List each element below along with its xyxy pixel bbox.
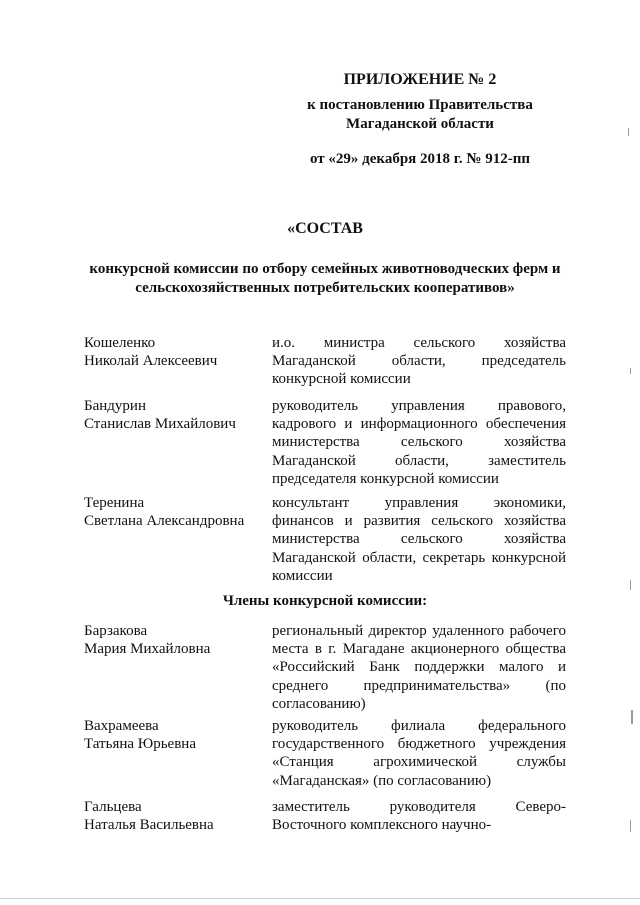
person-given-names: Станислав Михайлович <box>84 416 236 433</box>
person-name <box>84 622 264 658</box>
person-given-names: Николай Алексеевич <box>84 353 218 370</box>
scan-artifact <box>630 820 631 832</box>
scan-artifact <box>630 368 631 374</box>
person-given-names: Мария Михайловна <box>84 641 211 658</box>
person-name <box>84 717 264 753</box>
document-subtitle-line-1: конкурсной комиссии по отбору семейных животноводческих ферм и <box>89 261 561 277</box>
appendix-title: ПРИЛОЖЕНИЕ № 2 <box>343 71 497 88</box>
scan-edge-line <box>0 898 640 899</box>
document-title: «СОСТАВ <box>287 220 363 237</box>
person-surname: Кошеленко <box>84 335 156 351</box>
person-name <box>84 798 264 834</box>
person-surname: Барзакова <box>84 623 148 639</box>
person-role: заместитель руководителя Северо-Восточного комплексного научно- <box>272 799 566 834</box>
person-name <box>84 334 264 370</box>
scan-artifact <box>630 580 631 590</box>
appendix-header <box>280 70 560 169</box>
person-name <box>84 397 264 433</box>
person-surname: Бандурин <box>84 398 146 414</box>
person-role: руководитель филиала федерального государственного бюджетного учреждения «Станция агрохимической службы «Магаданская» (по согласованию) <box>272 718 566 789</box>
members-heading: Члены конкурсной комиссии: <box>222 593 428 609</box>
person-given-names: Наталья Васильевна <box>84 817 214 834</box>
document-subtitle-line-2: сельскохозяйственных потребительских кооперативов» <box>135 280 515 296</box>
person-given-names: Татьяна Юрьевна <box>84 736 196 753</box>
person-surname: Гальцева <box>84 799 142 815</box>
appendix-date-line: от «29» декабря 2018 г. № 912-пп <box>309 151 530 167</box>
person-role: консультант управления экономики, финансов и развития сельского хозяйства министерства сельского хозяйства Магаданской области, секретарь конкурсной комиссии <box>272 495 566 584</box>
person-role: руководитель управления правового, кадрового и информационного обеспечения министерства сельского хозяйства Магаданской области, заместитель председателя конкурсной комиссии <box>272 398 566 487</box>
person-surname: Вахрамеева <box>84 718 159 734</box>
document-title-block <box>70 219 580 298</box>
appendix-line-1: к постановлению Правительства <box>307 97 533 113</box>
person-surname: Теренина <box>84 495 145 511</box>
scan-artifact <box>628 128 629 136</box>
person-given-names: Светлана Александровна <box>84 513 245 530</box>
scan-artifact <box>631 710 633 724</box>
person-role: региональный директор удаленного рабочего места в г. Магадане акционерного общества «Российский Банк поддержки малого и среднего предпринимательства» (по согласованию) <box>272 623 566 712</box>
person-name <box>84 494 264 530</box>
person-role: и.о. министра сельского хозяйства Магаданской области, председатель конкурсной комиссии <box>272 335 566 388</box>
appendix-line-2: Магаданской области <box>346 116 494 132</box>
